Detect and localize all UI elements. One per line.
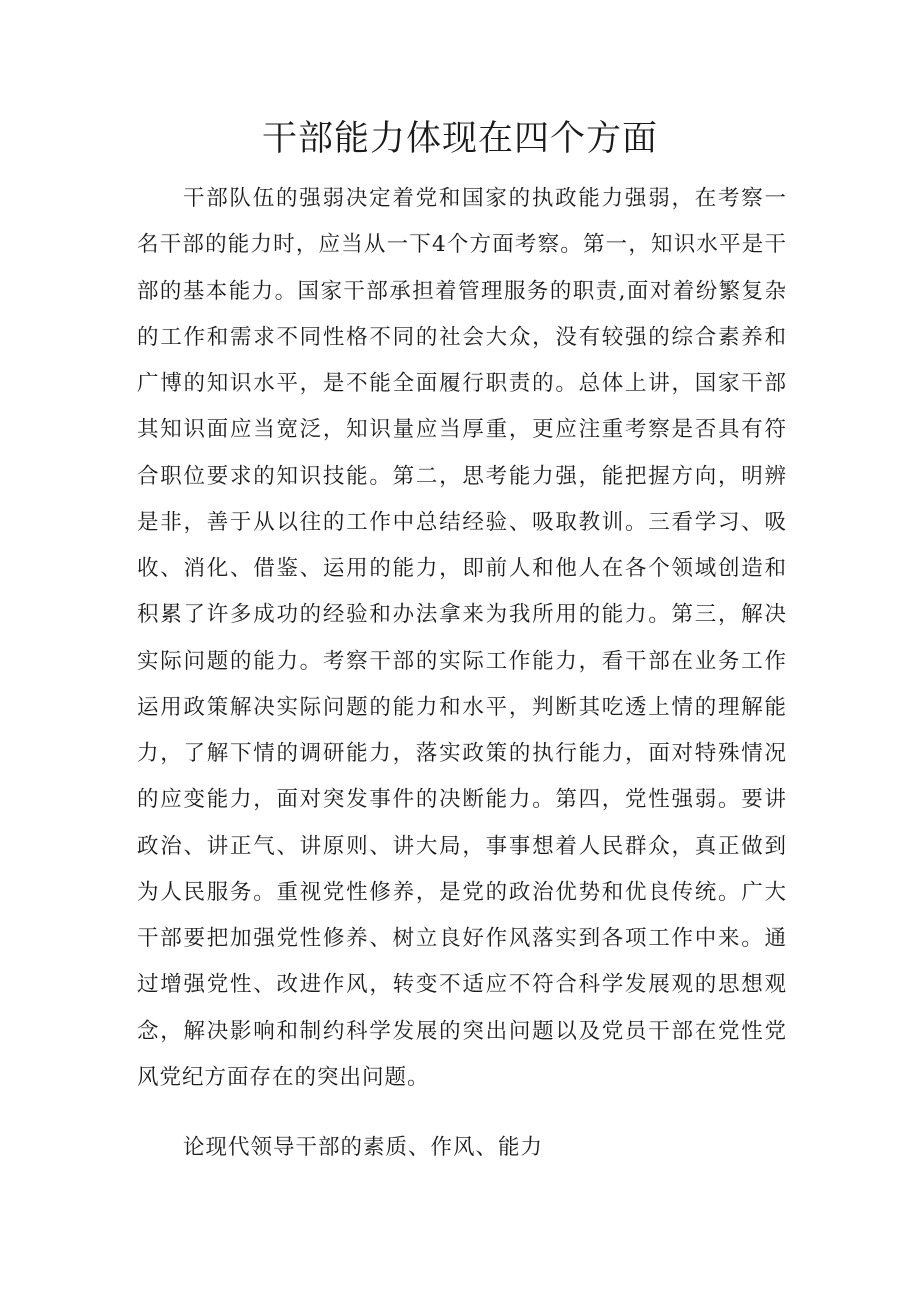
document-title: 干部能力体现在四个方面 bbox=[261, 119, 658, 159]
body-paragraph: 干部队伍的强弱决定着党和国家的执政能力强弱，在考察一名干部的能力时，应当从一下4个方面考察。第一，知识水平是干部的基本能力。国家干部承担着管理服务的职责,面对着纷繁复杂的工作和需求不同性格不同的社会大众，没有较强的综合素养和广博的知识水平，是不能全面履行职责的。总体上讲，国家干部其知识面应当宽泛，知识量应当厚重，更应注重考察是否具有符合职位要求的知识技能。第二，思考能力强，能把握方向，明辨是非，善于从以往的工作中总结经验、吸取教训。三看学习、吸收、消化、借鉴、运用的能力，即前人和他人在各个领域创造和积累了许多成功的经验和办法拿来为我所用的能力。第三，解决实际问题的能力。考察干部的实际工作能力，看干部在业务工作运用政策解决实际问题的能力和水平，判断其吃透上情的理解能力，了解下情的调研能力，落实政策的执行能力，面对特殊情况的应变能力，面对突发事件的决断能力。第四，党性强弱。要讲政治、讲正气、讲原则、讲大局，事事想着人民群众，真正做到为人民服务。重视党性修养，是党的政治优势和优良传统。广大干部要把加强党性修养、树立良好作风落实到各项工作中来。通过增强党性、改进作风，转变不适应不符合科学发展观的思想观念，解决影响和制约科学发展的突出问题以及党员干部在党性党风党纪方面存在的突出问题。 bbox=[137, 186, 787, 1090]
next-section-heading: 论现代领导干部的素质、作风、能力 bbox=[183, 1135, 544, 1160]
